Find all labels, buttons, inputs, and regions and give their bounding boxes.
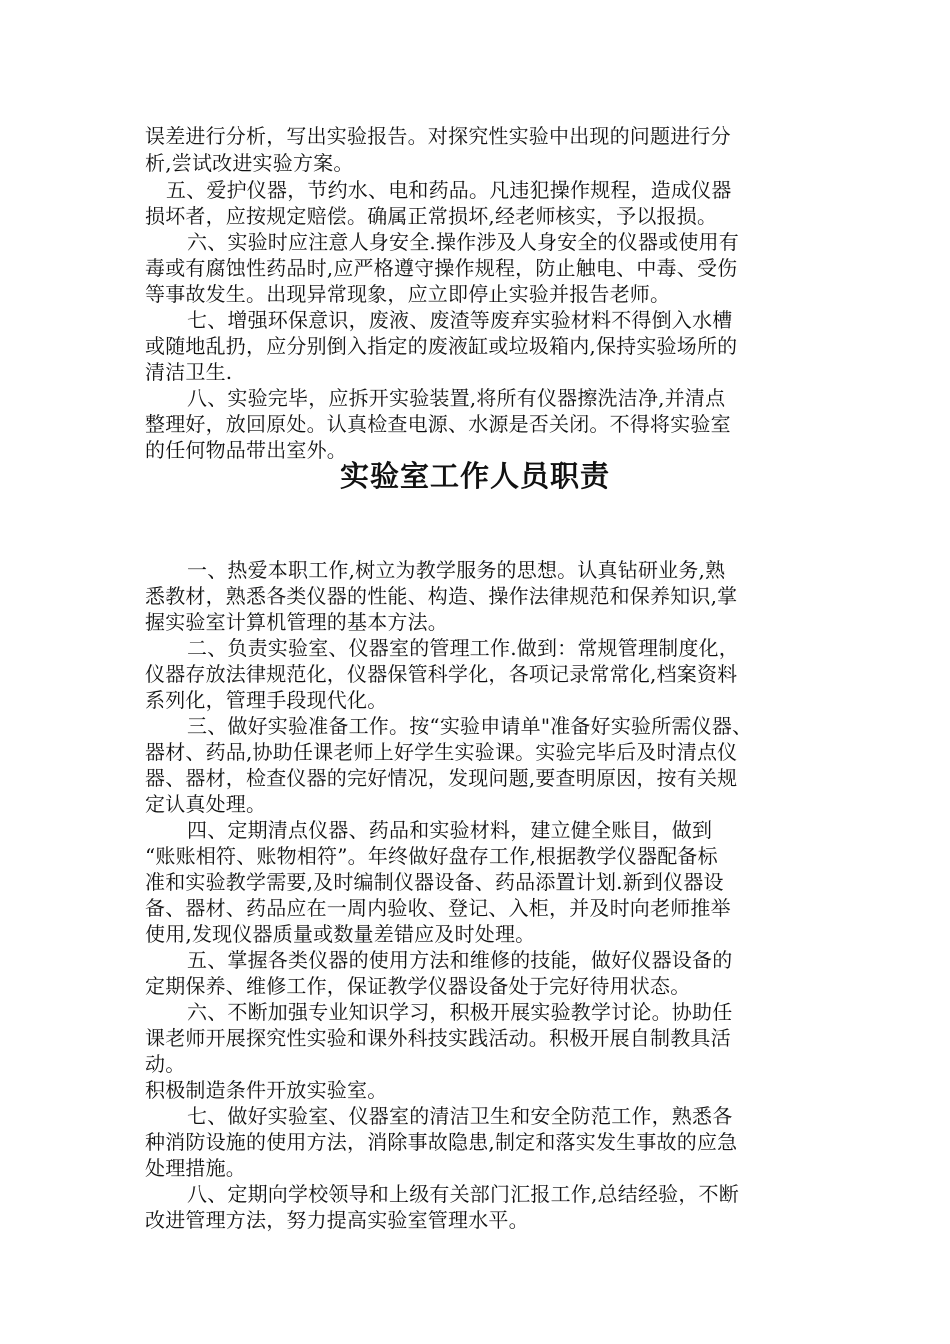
text-line: 八、实验完毕，应拆开实验装置,将所有仪器擦洗洁净,并清点 (187, 386, 726, 410)
text-line: 八、定期向学校领导和上级有关部门汇报工作,总结经验，不断 (187, 1182, 739, 1206)
text-line: 二、负责实验室、仪器室的管理工作.做到：常规管理制度化， (187, 636, 739, 660)
text-line: 损坏者，应按规定赔偿。确属正常损坏,经老师核实，予以报损。 (145, 204, 718, 228)
text-line: 毒或有腐蚀性药品时,应严格遵守操作规程，防止触电、中毒、受伤 (145, 256, 738, 280)
text-line: 等事故发生。出现异常现象，应立即停止实验并报告老师。 (145, 282, 671, 306)
text-line: 器材、药品,协助任课老师上好学生实验课。实验完毕后及时清点仪 (145, 740, 738, 764)
text-line: 定认真处理。 (145, 792, 267, 816)
text-line: 准和实验教学需要,及时编制仪器设备、药品添置计划.新到仪器设 (145, 870, 724, 894)
section-title: 实验室工作人员职责 (339, 459, 610, 493)
text-line: 清洁卫生. (145, 360, 233, 384)
text-line: 动。 (145, 1052, 186, 1076)
text-line: 七、增强环保意识，废液、废渣等废弃实验材料不得倒入水槽 (187, 308, 733, 332)
text-line: 处理措施。 (145, 1156, 246, 1180)
text-line: 器、器材，检查仪器的完好情况，发现问题,要查明原因，按有关规 (145, 766, 738, 790)
text-line: “账账相符、账物相符”。年终做好盘存工作,根据教学仪器配备标 (145, 844, 718, 868)
text-line: 六、不断加强专业知识学习，积极开展实验教学讨论。协助任 (187, 1000, 733, 1024)
text-line: 析,尝试改进实验方案。 (145, 151, 354, 175)
text-line: 悉教材，熟悉各类仪器的性能、构造、操作法律规范和保养知识,掌 (145, 584, 738, 608)
text-line: 六、实验时应注意人身安全.操作涉及人身安全的仪器或使用有 (187, 230, 739, 254)
text-line: 积极制造条件开放实验室。 (145, 1078, 388, 1102)
text-line: 仪器存放法律规范化，仪器保管科学化，各项记录常常化,档案资料 (145, 662, 738, 686)
text-line: 五、爱护仪器，节约水、电和药品。凡违犯操作规程，造成仪器 (166, 178, 732, 202)
text-line: 定期保养、维修工作，保证教学仪器设备处于完好待用状态。 (145, 974, 691, 998)
text-line: 或随地乱扔，应分别倒入指定的废液缸或垃圾箱内,保持实验场所的 (145, 334, 738, 358)
text-line: 备、器材、药品应在一周内验收、登记、入柜，并及时向老师推举 (145, 896, 731, 920)
text-line: 系列化，管理手段现代化。 (145, 688, 388, 712)
text-line: 的任何物品带出室外。 (145, 438, 347, 462)
text-line: 课老师开展探究性实验和课外科技实践活动。积极开展自制教具活 (145, 1026, 731, 1050)
text-line: 整理好，放回原处。认真检查电源、水源是否关闭。不得将实验室 (145, 412, 731, 436)
text-line: 一、热爱本职工作,树立为教学服务的思想。认真钻研业务,熟 (187, 558, 726, 582)
text-line: 三、做好实验准备工作。按“实验申请单"准备好实验所需仪器、 (187, 714, 753, 738)
text-line: 种消防设施的使用方法，消除事故隐患,制定和落实发生事故的应急 (145, 1130, 738, 1154)
text-line: 使用,发现仪器质量或数量差错应及时处理。 (145, 922, 536, 946)
text-line: 五、掌握各类仪器的使用方法和维修的技能，做好仪器设备的 (187, 948, 733, 972)
text-line: 七、做好实验室、仪器室的清洁卫生和安全防范工作，熟悉各 (187, 1104, 733, 1128)
text-line: 四、定期清点仪器、药品和实验材料，建立健全账目，做到 (187, 818, 713, 842)
text-line: 改进管理方法，努力提高实验室管理水平。 (145, 1208, 529, 1232)
text-line: 握实验室计算机管理的基本方法。 (145, 610, 448, 634)
text-line: 误差进行分析，写出实验报告。对探究性实验中出现的问题进行分 (145, 124, 731, 148)
